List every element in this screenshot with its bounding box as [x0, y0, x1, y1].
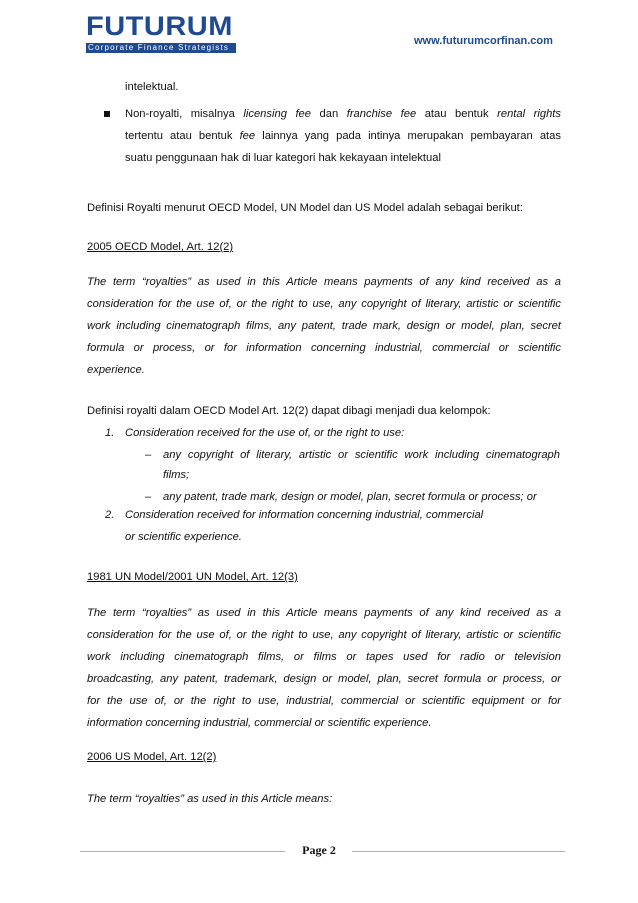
definition-intro: Definisi Royalti menurut OECD Model, UN Model dan US Model adalah sebagai berikut:	[87, 202, 523, 214]
list-item-1: Consideration received for the use of, or the right to use:	[125, 427, 405, 439]
un-text-line: for the use of, or the right to use, industrial, commercial or scientific equipment or for	[87, 695, 561, 707]
sub-item-1-line-1: any copyright of literary, artistic or scientific work including cinematograph	[163, 449, 560, 461]
sub-item-1-line-2: films;	[163, 469, 190, 481]
un-text-line: broadcasting, any patent, trademark, design or model, plan, secret formula or process, or	[87, 673, 561, 685]
dash-bullet-icon: –	[145, 449, 152, 461]
us-heading: 2006 US Model, Art. 12(2)	[87, 751, 217, 763]
us-text: The term “royalties” as used in this Article means:	[87, 793, 333, 805]
oecd-text-line: work including cinematograph films, any patent, trade mark, design or model, plan, secret	[87, 320, 561, 332]
bullet-line-2: tertentu atau bentuk fee lainnya yang pada intinya merupakan pembayaran atas	[125, 130, 561, 142]
oecd-text-line: experience.	[87, 364, 145, 376]
un-text-line: work including cinematograph films, or films or tapes used for radio or television	[87, 651, 561, 663]
un-heading: 1981 UN Model/2001 UN Model, Art. 12(3)	[87, 571, 298, 583]
un-text-line: The term “royalties” as used in this Article means payments of any kind received as a	[87, 607, 561, 619]
oecd-heading: 2005 OECD Model, Art. 12(2)	[87, 241, 234, 253]
square-bullet-icon	[104, 111, 110, 117]
footer-divider-left	[80, 851, 285, 852]
logo-tagline: Corporate Finance Strategists	[86, 43, 236, 53]
un-text-line: information concerning industrial, commercial or scientific experience.	[87, 717, 432, 729]
futurum-logo	[86, 14, 236, 53]
header-url-link[interactable]: www.futurumcorfinan.com	[414, 35, 553, 47]
bullet-line-3: suatu penggunaan hak di luar kategori hak kekayaan intelektual	[125, 152, 441, 164]
list-number: 1.	[105, 427, 115, 439]
oecd-text-line: The term “royalties” as used in this Article means payments of any kind received as a	[87, 276, 561, 288]
bullet-line-1: Non-royalti, misalnya licensing fee dan franchise fee atau bentuk rental rights	[125, 108, 561, 120]
continuation-line: intelektual.	[125, 81, 179, 93]
oecd-division-text: Definisi royalti dalam OECD Model Art. 12(2) dapat dibagi menjadi dua kelompok:	[87, 405, 491, 417]
list-item-2-line-1: Consideration received for information concerning industrial, commercial	[125, 509, 484, 521]
page-number: Page 2	[302, 843, 336, 857]
dash-bullet-icon: –	[145, 491, 152, 503]
footer-divider-right	[352, 851, 565, 852]
oecd-text-line: consideration for the use of, or the right to use, any copyright of literary, artistic or scientific	[87, 298, 561, 310]
oecd-text-line: formula or process, or for information concerning industrial, commercial or scientific	[87, 342, 561, 354]
logo-wordmark: FUTURUM	[86, 12, 233, 42]
list-item-2-line-2: or scientific experience.	[125, 531, 242, 543]
sub-item-2: any patent, trade mark, design or model, plan, secret formula or process; or	[163, 491, 537, 503]
un-text-line: consideration for the use of, or the right to use, any copyright of literary, artistic or scientific	[87, 629, 561, 641]
list-number: 2.	[105, 509, 115, 521]
